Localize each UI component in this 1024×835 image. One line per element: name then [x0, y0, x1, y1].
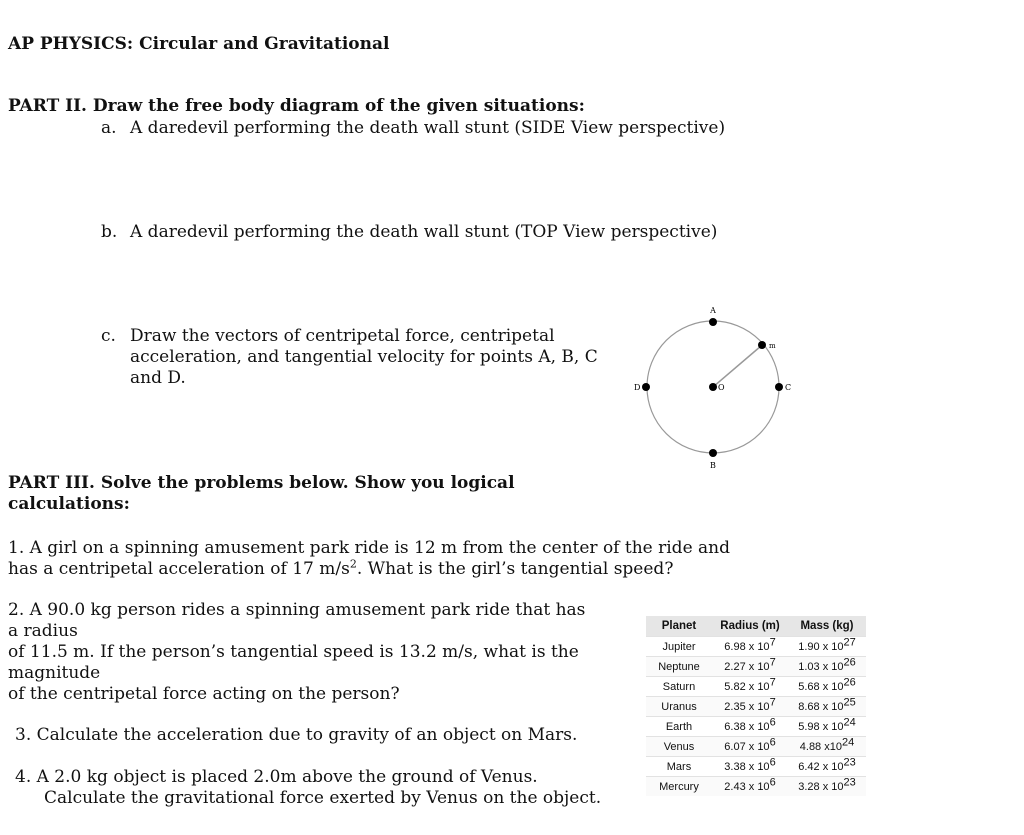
planet-cell: Mercury	[646, 777, 712, 797]
planet-cell: Venus	[646, 737, 712, 757]
radius-cell	[712, 657, 788, 677]
exponent: 27	[843, 635, 856, 648]
exponent: 24	[841, 735, 855, 748]
mass-cell	[788, 657, 866, 677]
table-row	[646, 637, 866, 657]
mass-value: 1.90 x 10	[798, 640, 844, 653]
problem-line: 1. A girl on a spinning amusement park ride is 12 m from the center of the ride and	[8, 538, 730, 558]
part2-heading: PART II. Draw the free body diagram of the given situations:	[8, 96, 585, 116]
exponent: 6	[769, 735, 776, 748]
radius-cell	[712, 697, 788, 717]
mass-cell	[788, 777, 866, 797]
mass-value: 5.68 x 10	[798, 680, 844, 693]
point-c-dot	[775, 383, 783, 391]
problem-text: . What is the girl’s tangential speed?	[356, 559, 674, 579]
table-row	[646, 677, 866, 697]
label-o: O	[718, 383, 725, 392]
superscript: 2	[349, 557, 357, 571]
center-o-dot	[709, 383, 717, 391]
mass-cell	[788, 677, 866, 697]
planet-cell: Uranus	[646, 697, 712, 717]
part3-heading-line1: PART III. Solve the problems below. Show you logical	[8, 473, 515, 493]
radius-value: 6.98 x 10	[724, 640, 770, 653]
radius-value: 2.27 x 10	[724, 660, 770, 673]
exponent: 26	[843, 655, 856, 668]
radius-cell	[712, 737, 788, 757]
planet-cell: Jupiter	[646, 637, 712, 657]
planet-cell: Neptune	[646, 657, 712, 677]
mass-value: 1.03 x 10	[798, 660, 844, 673]
item-text: A daredevil performing the death wall stunt (SIDE View perspective)	[130, 118, 726, 138]
exponent: 6	[769, 775, 776, 788]
radius-cell	[712, 637, 788, 657]
label-a: A	[710, 306, 716, 315]
exponent: 7	[769, 655, 776, 668]
item-letter: b.	[101, 222, 118, 242]
mass-m-dot	[758, 341, 766, 349]
item-text-line: Draw the vectors of centripetal force, centripetal	[130, 326, 555, 346]
exponent: 23	[843, 755, 856, 768]
mass-cell	[788, 697, 866, 717]
item-text: A daredevil performing the death wall stunt (TOP View perspective)	[130, 222, 718, 242]
label-c: C	[785, 383, 792, 392]
problem-line	[8, 559, 673, 580]
radius-cell	[712, 717, 788, 737]
exponent: 7	[769, 635, 776, 648]
item-text-line: acceleration, and tangential velocity for points A, B, C	[130, 347, 598, 367]
exponent: 6	[769, 715, 776, 728]
problem-line: 2. A 90.0 kg person rides a spinning amusement park ride that has	[8, 600, 586, 620]
exponent: 25	[843, 695, 856, 708]
column-header: Radius (m)	[712, 616, 788, 637]
table-row	[646, 697, 866, 717]
problem-text: has a centripetal acceleration of 17 m/s	[8, 559, 350, 579]
mass-cell	[788, 757, 866, 777]
planet-cell: Earth	[646, 717, 712, 737]
radius-line	[713, 346, 761, 387]
radius-value: 2.35 x 10	[724, 700, 770, 713]
point-b-dot	[709, 449, 717, 457]
planet-cell: Saturn	[646, 677, 712, 697]
mass-cell	[788, 737, 866, 757]
radius-value: 2.43 x 10	[724, 780, 770, 793]
planet-data-table	[646, 616, 866, 796]
point-d-dot	[642, 383, 650, 391]
exponent: 26	[843, 675, 856, 688]
mass-value: 4.88 x10	[799, 740, 842, 753]
problem-line: of 11.5 m. If the person’s tangential speed is 13.2 m/s, what is the	[8, 642, 579, 662]
exponent: 7	[769, 695, 776, 708]
mass-value: 8.68 x 10	[798, 700, 844, 713]
radius-cell	[712, 677, 788, 697]
radius-value: 3.38 x 10	[724, 760, 770, 773]
problem-line: Calculate the gravitational force exerted by Venus on the object.	[44, 788, 602, 808]
table-row	[646, 737, 866, 757]
part3-heading-line2: calculations:	[8, 494, 130, 514]
mass-value: 3.28 x 10	[798, 780, 844, 793]
mass-value: 6.42 x 10	[798, 760, 844, 773]
circular-motion-diagram	[625, 298, 805, 478]
problem-line: of the centripetal force acting on the person?	[8, 684, 400, 704]
label-b: B	[710, 461, 716, 470]
exponent: 7	[769, 675, 776, 688]
table-row	[646, 717, 866, 737]
mass-cell	[788, 637, 866, 657]
problem-line: 4. A 2.0 kg object is placed 2.0m above the ground of Venus.	[15, 767, 538, 787]
exponent: 23	[843, 775, 856, 788]
exponent: 24	[843, 715, 856, 728]
item-text-line: and D.	[130, 368, 186, 388]
page-title: AP PHYSICS: Circular and Gravitational	[8, 34, 390, 54]
problem-line: magnitude	[8, 663, 101, 683]
table-row	[646, 777, 866, 797]
column-header: Planet	[646, 616, 712, 637]
column-header: Mass (kg)	[788, 616, 866, 637]
label-m: m	[769, 342, 776, 350]
mass-value: 5.98 x 10	[798, 720, 844, 733]
radius-cell	[712, 757, 788, 777]
radius-value: 6.07 x 10	[724, 740, 770, 753]
planet-cell: Mars	[646, 757, 712, 777]
table-row	[646, 657, 866, 677]
radius-value: 5.82 x 10	[724, 680, 770, 693]
radius-cell	[712, 777, 788, 797]
problem-line: 3. Calculate the acceleration due to gravity of an object on Mars.	[15, 725, 578, 745]
problem-line: a radius	[8, 621, 78, 641]
item-letter: a.	[101, 118, 117, 138]
radius-value: 6.38 x 10	[724, 720, 770, 733]
mass-cell	[788, 717, 866, 737]
table-row	[646, 757, 866, 777]
label-d: D	[634, 383, 641, 392]
point-a-dot	[709, 318, 717, 326]
item-letter: c.	[101, 326, 116, 346]
exponent: 6	[769, 755, 776, 768]
table-header-row	[646, 616, 866, 637]
